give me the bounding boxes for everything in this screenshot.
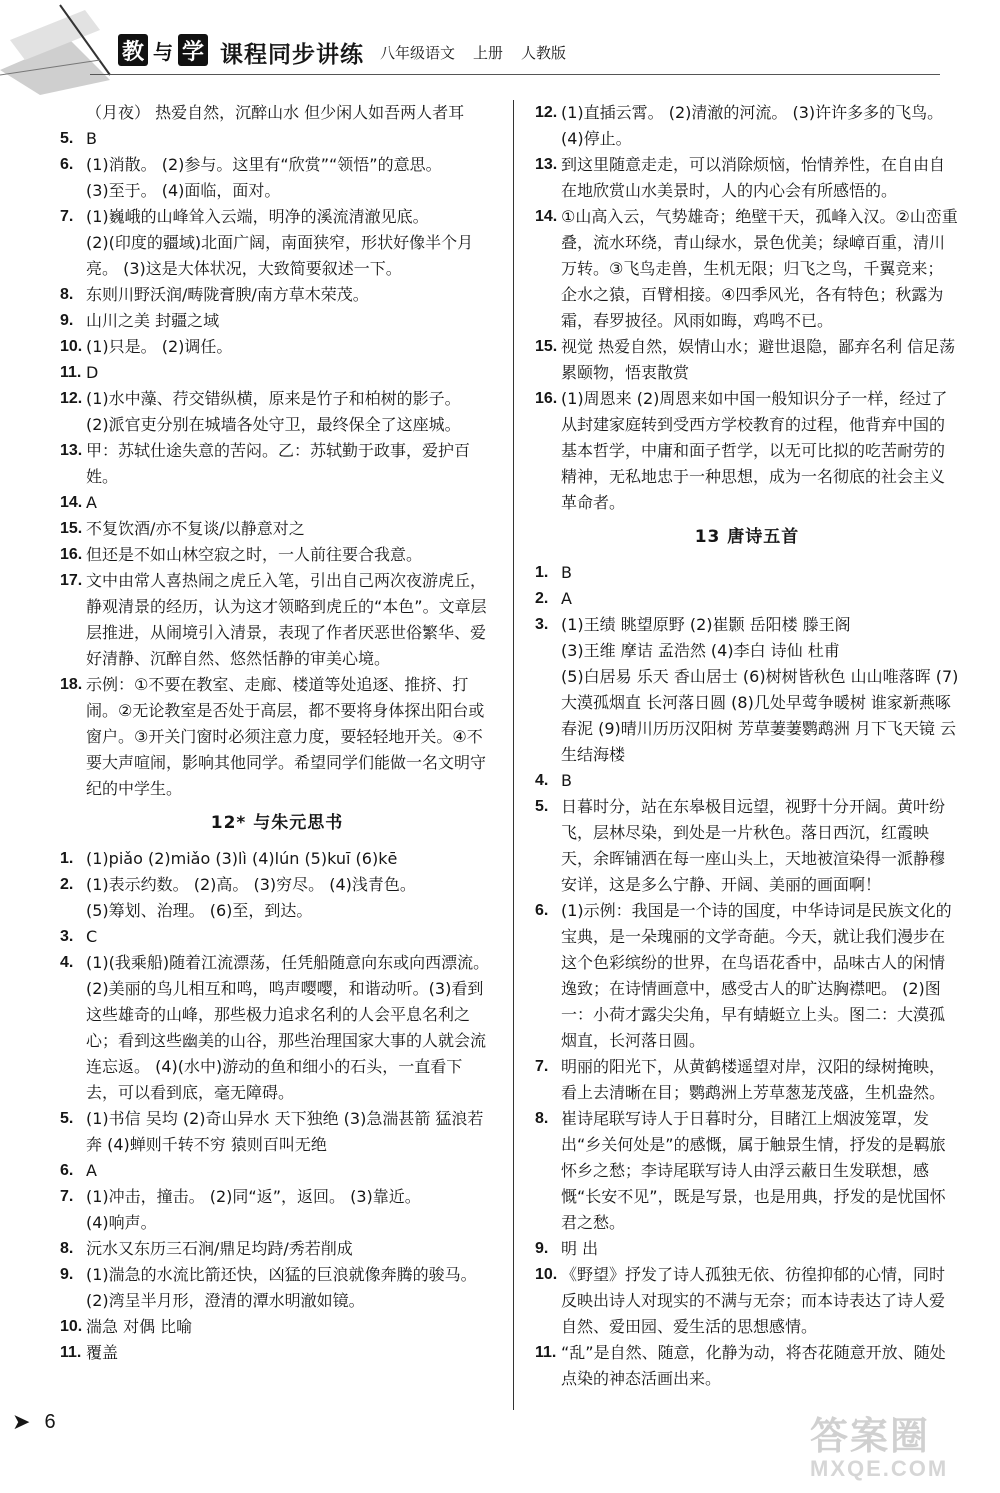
answer-text: 湍急 对偶 比喻 bbox=[86, 1317, 193, 1336]
answer-item bbox=[535, 1106, 959, 1236]
answer-text: C bbox=[86, 927, 98, 946]
question-number: 13. bbox=[535, 156, 558, 173]
answer-item bbox=[60, 950, 494, 1106]
answer-text: B bbox=[561, 771, 572, 790]
answer-text: (1)直插云霄。 (2)清澈的河流。 (3)许许多多的飞鸟。 (4)停止。 bbox=[561, 103, 944, 148]
page-footer bbox=[12, 1410, 56, 1435]
answer-text: (1)周恩来 (2)周恩来如中国一般知识分子一样，经过了从封建家庭转到受西方学校教育的过程，他背弃中国的基本哲学，中庸和面子哲学，以无可比拟的吃苦耐劳的精神，无私地忠于一种思想，成为一名彻底的社会主义革命者。 bbox=[561, 389, 948, 512]
question-number: 4. bbox=[535, 772, 549, 789]
answer-text: (2)(印度的疆域)北面广阔，南面狭窄，形状好像半个月亮。 (3)这是大体状况，大致简要叙述一下。 bbox=[86, 233, 474, 278]
answer-item bbox=[60, 438, 494, 490]
answer-item bbox=[60, 568, 494, 672]
answer-text: A bbox=[86, 493, 97, 512]
publisher-logo bbox=[118, 34, 212, 68]
question-number: 15. bbox=[535, 338, 558, 355]
answer-text: B bbox=[86, 129, 97, 148]
question-number: 13. bbox=[60, 442, 83, 459]
answer-item bbox=[535, 204, 959, 334]
book-meta bbox=[380, 42, 566, 63]
answer-text: “乱”是自然、随意，化静为动，将杏花随意开放、随处点染的神态活画出来。 bbox=[561, 1343, 946, 1388]
question-number: 14. bbox=[535, 208, 558, 225]
answer-item bbox=[535, 334, 959, 386]
question-number bbox=[60, 412, 86, 438]
question-number: 8. bbox=[535, 1110, 549, 1127]
question-number bbox=[60, 230, 86, 282]
answer-text: (1)只是。 (2)调任。 bbox=[86, 337, 233, 356]
answer-text: (1)王绩 眺望原野 (2)崔颢 岳阳楼 滕王阁 bbox=[561, 615, 851, 634]
answer-item bbox=[535, 100, 959, 152]
question-number: 5. bbox=[60, 1110, 74, 1127]
answer-item bbox=[60, 126, 494, 152]
answer-text: 东则川野沃润/畴陇膏腴/南方草木荣茂。 bbox=[86, 285, 369, 304]
question-number: 5. bbox=[60, 130, 74, 147]
answer-item bbox=[535, 794, 959, 898]
question-number: 3. bbox=[60, 928, 74, 945]
question-number: 8. bbox=[60, 1240, 74, 1257]
answer-item bbox=[60, 386, 494, 412]
question-number: 9. bbox=[60, 312, 74, 329]
question-number: 7. bbox=[60, 1188, 74, 1205]
answer-text: 到这里随意走走，可以消除烦恼，怡情养性，在自由自在地欣赏山水美景时，人的内心会有所感悟的。 bbox=[561, 155, 946, 200]
question-number: 2. bbox=[535, 590, 549, 607]
answer-item bbox=[60, 178, 494, 204]
answer-text: 示例：①不要在教室、走廊、楼道等处追逐、推挤、打闹。②无论教室是否处于高层，都不要将身体探出阳台或窗户。③开关门窗时必须注意力度，要轻轻地开关。④不要大声喧闹，影响其他同学。希望同学们能做一名文明守纪的中学生。 bbox=[86, 675, 487, 798]
answer-text: (1)书信 吴均 (2)奇山异水 天下独绝 (3)急湍甚箭 猛浪若奔 (4)蝉则千转不穷 猿则百叫无绝 bbox=[86, 1109, 484, 1154]
answer-item bbox=[535, 638, 959, 664]
page-header bbox=[0, 0, 1000, 100]
logo-char: 与 bbox=[150, 34, 176, 66]
answer-item bbox=[60, 100, 494, 126]
question-number: 17. bbox=[60, 572, 83, 589]
answer-column-left bbox=[60, 100, 494, 1366]
question-number: 1. bbox=[60, 850, 74, 867]
answer-text: 《野望》抒发了诗人孤独无依、彷徨抑郁的心情，同时反映出诗人对现实的不满与无奈；而本诗表达了诗人爱自然、爱田园、爱生活的思想感情。 bbox=[561, 1265, 946, 1336]
answer-item bbox=[60, 308, 494, 334]
answer-item bbox=[60, 872, 494, 898]
answer-text: (1)表示约数。 (2)高。 (3)穷尽。 (4)浅青色。 bbox=[86, 875, 416, 894]
answer-text: (5)筹划、治理。 (6)至，到达。 bbox=[86, 901, 313, 920]
answer-text: (1)piǎo (2)miǎo (3)lì (4)lún (5)kuī (6)kē bbox=[86, 849, 398, 868]
answer-text: (1)水中藻、荇交错纵横，原来是竹子和柏树的影子。 bbox=[86, 389, 461, 408]
question-number: 6. bbox=[60, 1162, 74, 1179]
answer-item bbox=[535, 664, 959, 768]
question-number bbox=[60, 1210, 86, 1236]
corner-decoration bbox=[0, 0, 120, 100]
question-number: 14. bbox=[60, 494, 83, 511]
question-number: 1. bbox=[535, 564, 549, 581]
question-number bbox=[60, 1288, 86, 1314]
logo-char: 教 bbox=[118, 34, 148, 66]
answer-item bbox=[535, 768, 959, 794]
column-divider bbox=[513, 100, 514, 1410]
question-number: 2. bbox=[60, 876, 74, 893]
answer-item bbox=[60, 490, 494, 516]
question-number: 6. bbox=[60, 156, 74, 173]
question-number: 11. bbox=[60, 1344, 82, 1361]
answer-item bbox=[60, 672, 494, 802]
answer-item bbox=[535, 1054, 959, 1106]
answer-item bbox=[535, 560, 959, 586]
answer-item bbox=[60, 1210, 494, 1236]
answer-text: 覆盖 bbox=[86, 1343, 119, 1362]
answer-text: 甲：苏轼仕途失意的苦闷。乙：苏轼勤于政事，爱护百姓。 bbox=[86, 441, 471, 486]
watermark-text: 答案圈 bbox=[810, 1414, 931, 1458]
question-number bbox=[60, 178, 86, 204]
answer-item bbox=[60, 1158, 494, 1184]
answer-item bbox=[60, 1288, 494, 1314]
answer-item bbox=[60, 898, 494, 924]
answer-text: 不复饮酒/亦不复谈/以静意对之 bbox=[86, 519, 305, 538]
answer-item bbox=[60, 152, 494, 178]
answer-text: 日暮时分，站在东皋极目远望，视野十分开阔。黄叶纷飞，层林尽染，到处是一片秋色。落日西沉，红霞映天，余晖铺洒在每一座山头上，天地被渲染得一派静穆安详，这是多么宁静、开阔、美丽的画面啊！ bbox=[561, 797, 946, 894]
answer-text: (1)消散。 (2)参与。这里有“欣赏”“领悟”的意思。 bbox=[86, 155, 442, 174]
question-number: 7. bbox=[535, 1058, 549, 1075]
answer-text: (2)派官吏分别在城墙各处守卫，最终保全了这座城。 bbox=[86, 415, 461, 434]
answer-item bbox=[60, 204, 494, 230]
answer-text: 视觉 热爱自然，娱情山水；避世退隐，鄙弃名利 信足荡累颐物，悟衷散赏 bbox=[561, 337, 956, 382]
answer-item bbox=[60, 516, 494, 542]
answer-text: (3)至于。 (4)面临，面对。 bbox=[86, 181, 281, 200]
question-number: 11. bbox=[60, 364, 82, 381]
question-number: 8. bbox=[60, 286, 74, 303]
answer-item bbox=[535, 152, 959, 204]
answer-item bbox=[535, 1262, 959, 1340]
grade-label: 八年级语文 bbox=[380, 44, 456, 62]
answer-text: 明 出 bbox=[561, 1239, 599, 1258]
answer-item bbox=[60, 230, 494, 282]
answer-text: (2)湾呈半月形，澄清的潭水明澈如镜。 bbox=[86, 1291, 365, 1310]
answer-item bbox=[535, 898, 959, 1054]
answer-item bbox=[60, 924, 494, 950]
answer-item bbox=[60, 846, 494, 872]
answer-text: (5)白居易 乐天 香山居士 (6)树树皆秋色 山山唯落晖 (7)大漠孤烟直 长河落日圆 (8)几处早莺争暖树 谁家新燕啄春泥 (9)晴川历历汉阳树 芳草萋萋鹦鹉洲 月下飞天镜 云生结海楼 bbox=[561, 667, 959, 764]
section-title: 13 唐诗五首 bbox=[694, 527, 800, 547]
answer-text: (4)响声。 bbox=[86, 1213, 157, 1232]
question-number bbox=[535, 638, 561, 664]
answer-item bbox=[60, 282, 494, 308]
answer-item bbox=[60, 1184, 494, 1210]
question-number: 9. bbox=[60, 1266, 74, 1283]
answer-text: (1)(我乘船)随着江流漂荡，任凭船随意向东或向西漂流。 (2)美丽的鸟儿相互和鸣，鸣声嘤嘤，和谐动听。(3)看到这些雄奇的山峰，那些极力追求名利的人会平息名利之心；看到这些幽美的山谷，那些治理国家大事的人就会流连忘返。 (4)(水中)游动的鱼和细小的石头，一直看下去，可以看到底，毫无障碍。 bbox=[86, 953, 490, 1102]
answer-item bbox=[60, 1262, 494, 1288]
question-number: 6. bbox=[535, 902, 549, 919]
answer-text: D bbox=[86, 363, 99, 382]
answer-text: 山川之美 封疆之域 bbox=[86, 311, 220, 330]
answer-text: A bbox=[561, 589, 572, 608]
answer-item bbox=[60, 1314, 494, 1340]
book-title: 课程同步讲练 bbox=[220, 42, 364, 68]
answer-text: A bbox=[86, 1161, 97, 1180]
answer-item bbox=[60, 1340, 494, 1366]
answer-text: (1)巍峨的山峰耸入云端，明净的溪流清澈见底。 bbox=[86, 207, 429, 226]
question-number: 16. bbox=[535, 390, 558, 407]
question-number: 18. bbox=[60, 676, 83, 693]
answer-text: 但还是不如山林空寂之时，一人前往要合我意。 bbox=[86, 545, 423, 564]
question-number: 15. bbox=[60, 520, 83, 537]
answer-column-right bbox=[535, 100, 959, 1392]
header-rule bbox=[90, 74, 940, 75]
question-number bbox=[60, 898, 86, 924]
answer-text: ①山高入云，气势雄奇；绝壁干天，孤峰入汉。②山峦重叠，流水环绕，青山绿水，景色优美；绿嶂百重，清川万转。③飞鸟走兽，生机无限；归飞之鸟，千翼竞来；企水之猿，百臂相接。④四季风光，各有特色；秋露为霜，春罗披径。风雨如晦，鸡鸣不已。 bbox=[561, 207, 958, 330]
question-number: 16. bbox=[60, 546, 83, 563]
answer-text: 崔诗尾联写诗人于日暮时分，目睹江上烟波笼罩，发出“乡关何处是”的感慨，属于触景生情，抒发的是羁旅怀乡之愁；李诗尾联写诗人由浮云蔽日生发联想，感慨“长安不见”，既是写景，也是用典，抒发的是忧国怀君之愁。 bbox=[561, 1109, 946, 1232]
section-title: 12* 与朱元思书 bbox=[210, 813, 344, 833]
answer-item bbox=[535, 1236, 959, 1262]
answer-text: （月夜） 热爱自然，沉醉山水 但少闲人如吾两人者耳 bbox=[86, 103, 465, 122]
answer-text: B bbox=[561, 563, 572, 582]
question-number: 11. bbox=[535, 1344, 557, 1361]
answer-text: (3)王维 摩诘 孟浩然 (4)李白 诗仙 杜甫 bbox=[561, 641, 840, 660]
answer-text: 文中由常人喜热闹之虎丘入笔，引出自己两次夜游虎丘，静观清景的经历，认为这才领略到虎丘的“本色”。文章层层推进，从闹境引入清景，表现了作者厌恶世俗繁华、爱好清静、沉醉自然、悠然恬静的审美心境。 bbox=[86, 571, 487, 668]
answer-item bbox=[60, 1236, 494, 1262]
volume-label: 上册 bbox=[473, 44, 504, 62]
answer-item bbox=[535, 1340, 959, 1392]
answer-item bbox=[535, 612, 959, 638]
answer-item bbox=[60, 412, 494, 438]
edition-label: 人教版 bbox=[521, 44, 567, 62]
question-number bbox=[60, 100, 86, 126]
answer-text: 明丽的阳光下，从黄鹤楼遥望对岸，汉阳的绿树掩映，看上去清晰在目；鹦鹉洲上芳草葱茏茂盛，生机盎然。 bbox=[561, 1057, 946, 1102]
question-number: 10. bbox=[535, 1266, 558, 1283]
answer-item bbox=[60, 542, 494, 568]
answer-item bbox=[60, 334, 494, 360]
question-number: 7. bbox=[60, 208, 74, 225]
question-number: 10. bbox=[60, 1318, 83, 1335]
question-number: 3. bbox=[535, 616, 549, 633]
answer-text: 沅水又东历三石涧/鼎足均跱/秀若削成 bbox=[86, 1239, 353, 1258]
watermark-logo bbox=[810, 1405, 990, 1485]
arrow-icon: ➤ bbox=[12, 1410, 31, 1435]
question-number bbox=[535, 664, 561, 768]
question-number: 9. bbox=[535, 1240, 549, 1257]
answer-item bbox=[60, 1106, 494, 1158]
question-number: 12. bbox=[60, 390, 83, 407]
watermark-url: MXQE.COM bbox=[810, 1456, 949, 1481]
question-number: 12. bbox=[535, 104, 558, 121]
answer-text: (1)示例：我国是一个诗的国度，中华诗词是民族文化的宝典，是一朵瑰丽的文学奇葩。今天，就让我们漫步在这个色彩缤纷的世界，在鸟语花香中，品味古人的闲情逸致；在诗情画意中，感受古人的旷达胸襟吧。 (2)图一：小荷才露尖尖角，早有蜻蜓立上头。图二：大漠孤烟直，长河落日圆。 bbox=[561, 901, 952, 1050]
logo-char: 学 bbox=[178, 34, 208, 66]
question-number: 5. bbox=[535, 798, 549, 815]
answer-item bbox=[60, 360, 494, 386]
answer-text: (1)冲击，撞击。 (2)同“返”，返回。 (3)靠近。 bbox=[86, 1187, 421, 1206]
page-number: 6 bbox=[44, 1411, 56, 1433]
answer-item bbox=[535, 386, 959, 516]
answer-item bbox=[535, 586, 959, 612]
answer-text: (1)湍急的水流比箭还快，凶猛的巨浪就像奔腾的骏马。 bbox=[86, 1265, 477, 1284]
question-number: 10. bbox=[60, 338, 83, 355]
question-number: 4. bbox=[60, 954, 74, 971]
